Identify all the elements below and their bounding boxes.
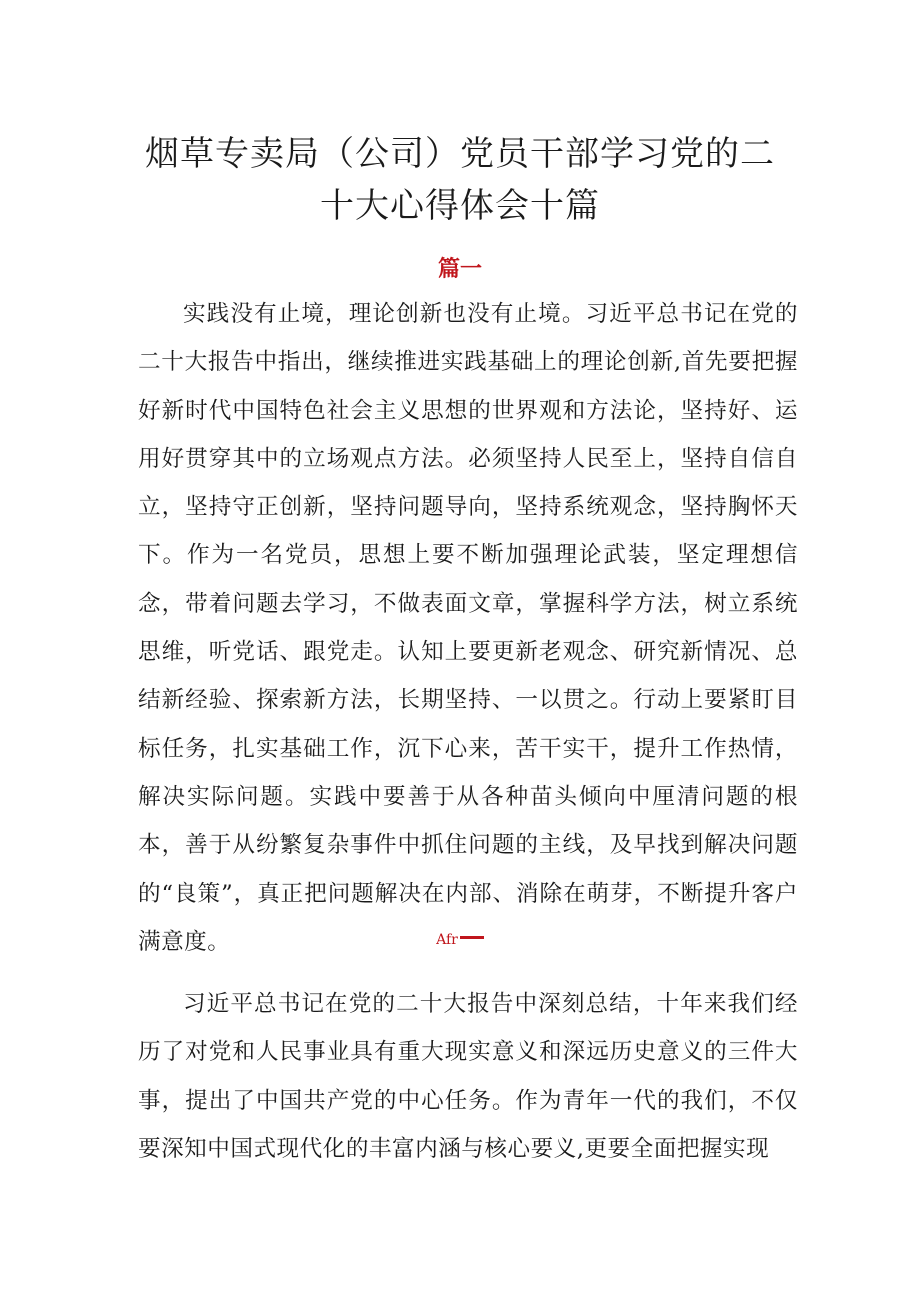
document-title-line-1: 烟草专卖局（公司）党员干部学习党的二	[145, 134, 775, 174]
section-2-heading-dash	[460, 936, 484, 939]
section-2-heading	[0, 932, 920, 948]
section-1-heading: 篇一	[437, 257, 482, 282]
section-2-heading-text: Afr	[436, 932, 458, 948]
section-1-paragraph: 实践没有止境，理论创新也没有止境。习近平总书记在党的二十大报告中指出，继续推进实践基础上的理论创新,首先要把握好新时代中国特色社会主义思想的世界观和方法论，坚持好、运用好贯穿其中的立场观点方法。必须坚持人民至上，坚持自信自立，坚持守正创新，坚持问题导向，坚持系统观念，坚持胸怀天下。作为一名党员，思想上要不断加强理论武装，坚定理想信念，带着问题去学习，不做表面文章，掌握科学方法，树立系统思维，听党话、跟党走。认知上要更新老观念、研究新情况、总结新经验、探索新方法，长期坚持、一以贯之。行动上要紧盯目标任务，扎实基础工作，沉下心来，苦干实干，提升工作热情，解决实际问题。实践中要善于从各种苗头倾向中厘清问题的根本，善于从纷繁复杂事件中抓住问题的主线，及早找到解决问题的“良策”，真正把问题解决在内部、消除在萌芽，不断提升客户满意度。	[138, 301, 798, 955]
section-2-paragraph: 习近平总书记在党的二十大报告中深刻总结，十年来我们经历了对党和人民事业具有重大现实意义和深远历史意义的三件大事，提出了中国共产党的中心任务。作为青年一代的我们，不仅要深知中国式现代化的丰富内涵与核心要义,更要全面把握实现	[138, 991, 798, 1162]
document-title-line-2: 十大心得体会十篇	[320, 186, 600, 226]
